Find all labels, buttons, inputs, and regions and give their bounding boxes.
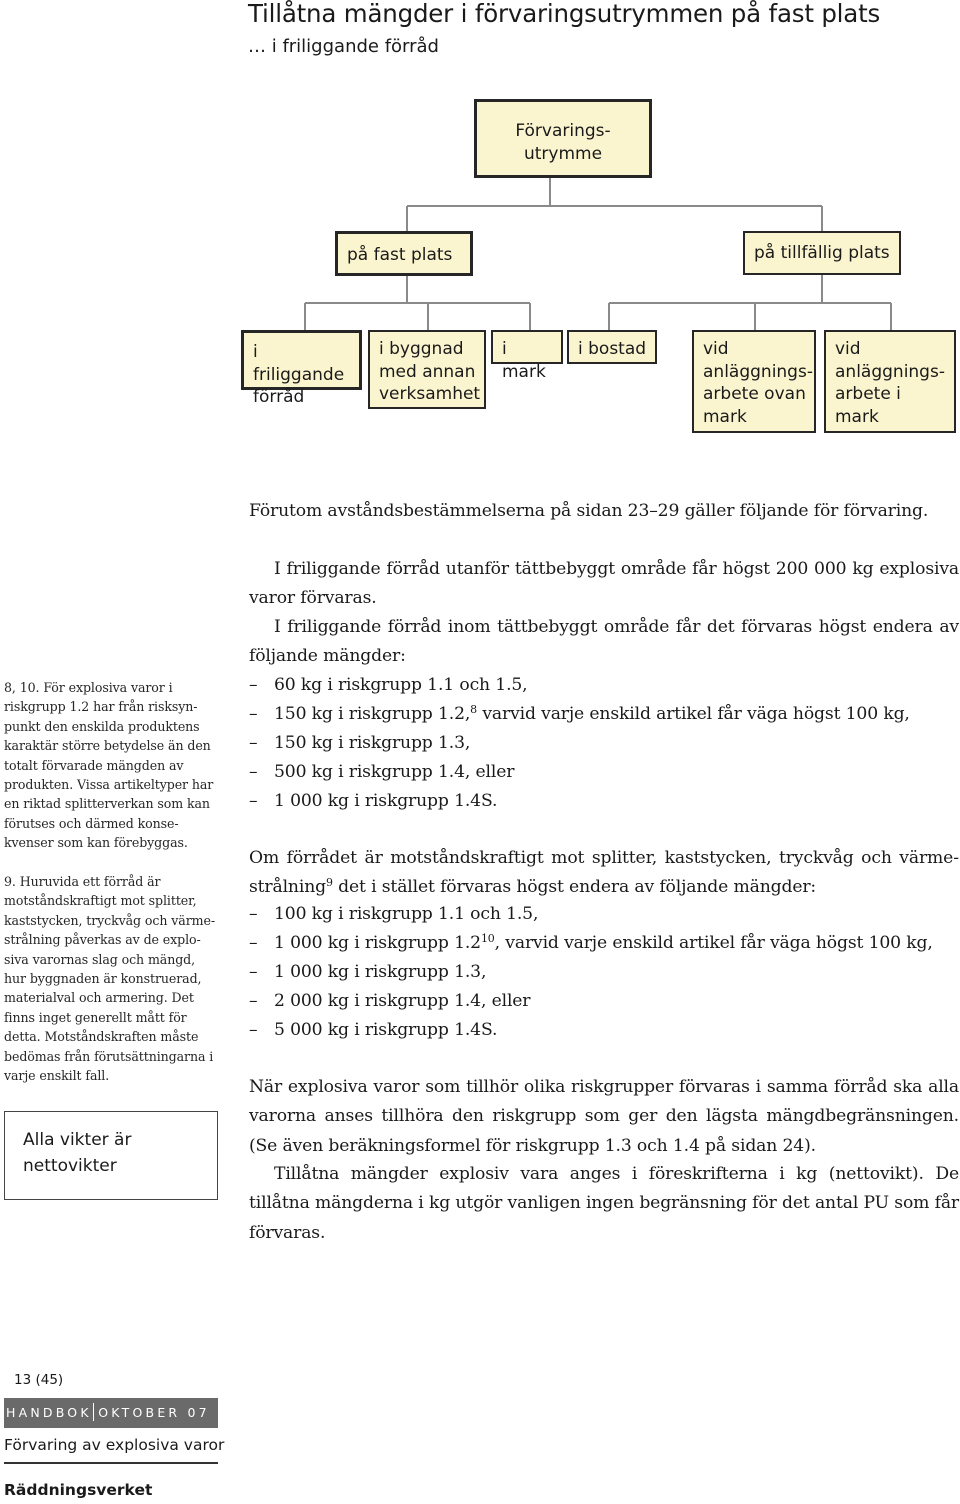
list-dash: – [249,733,258,754]
list-item-text: 150 kg i riskgrupp 1.2, [274,704,471,725]
tree-box-i-mark: vid anläggnings- arbete i mark [824,330,956,433]
footnote-ref-8: 8 [470,703,478,717]
list-item-text: 150 kg i riskgrupp 1.3, [274,733,471,754]
banner-separator [93,1403,95,1421]
list-dash: – [249,991,258,1012]
list-item [249,958,959,987]
paragraph-outside-dense-area: I friliggande förråd utanför tättbebyggt område får högst 200 000 kg explosiva varor förvaras. [249,559,959,609]
organization-name: Räddningsverket [4,1481,153,1499]
paragraph-intro: Förutom avståndsbestämmelserna på sidan 23–29 gäller följande för förvaring. [249,501,929,521]
list-item-text: 2 000 kg i riskgrupp 1.4, eller [274,991,531,1012]
list-dash: – [249,791,258,812]
paragraph-inside-dense-area: I friliggande förråd inom tättbebyggt område får det förvaras högst endera av följande mängder: [249,617,959,667]
tree-box-bostad: i bostad [567,330,657,364]
tree-box-mark: i mark [491,330,563,364]
list-item-text: 100 kg i riskgrupp 1.1 och 1.5, [274,904,539,924]
list-dash: – [249,675,258,695]
page-number: 13 (45) [14,1372,64,1388]
list-item-text: 5 000 kg i riskgrupp 1.4S. [274,1020,498,1041]
footer-divider [4,1462,218,1464]
list-item-text: 60 kg i riskgrupp 1.1 och 1.5, [274,675,528,695]
paragraph-text: Om förrådet är motståndskraftigt mot splitter, kaststycken, tryckvåg och värmestrålning [249,848,959,898]
paragraph-net-weight: Tillåtna mängder explosiv vara anges i föreskrifterna i kg (nettovikt). De tillåtna mängderna i kg utgör vanligen ingen begränsning för det antal PU som får förvaras. [249,1164,959,1243]
list-item [249,671,959,700]
page-title: Tillåtna mängder i förvaringsutrymmen på fast plats [248,0,881,28]
list-dash: – [249,962,258,983]
list-item-text-rest: , varvid varje enskild artikel får väga högst 100 kg, [494,933,933,954]
tree-box-friliggande-forrad: i friliggande förråd [241,330,362,390]
list-dash: – [249,704,258,725]
paragraph-mixed-groups: När explosiva varor som tillhör olika riskgrupper förvaras i samma förråd ska alla varorna anses tillhöra den riskgrupp som ger den lägsta mängdbegränsningen. (Se även beräkningsformel för riskgrupp 1.3 och 1.4 på sidan 24). [249,1077,959,1156]
list-dash: – [249,762,258,783]
handbook-banner [4,1398,218,1428]
weights-info-box: Alla vikter är nettovikter [4,1111,218,1200]
edition-label: OKTOBER 07 [98,1405,210,1420]
list-dash: – [249,933,258,954]
footnote-ref-10: 10 [480,932,495,946]
list-dash: – [249,904,258,924]
handbook-label: HANDBOK [6,1405,92,1420]
sidebar-note-9: 9. Huruvida ett förråd är motståndskraftigt mot splitter, kaststycken, tryckvåg och värmestrålning påverkas av de explosiva varornas slag och mängd, hur byggnaden är konstruerad, materialval och armering. Det finns inget generellt mått för detta. Motståndskraften måste bedömas från förutsättningarna i varje enskilt fall. [4,874,216,1084]
list-item [249,1016,959,1045]
list-item-text: 1 000 kg i riskgrupp 1.2 [274,933,481,954]
footnote-ref-9: 9 [325,876,333,890]
paragraph-text-rest: det i stället förvaras högst endera av följande mängder: [332,877,817,898]
list-item-text: 1 000 kg i riskgrupp 1.3, [274,962,487,983]
list-item [249,700,959,729]
list-dash: – [249,1020,258,1041]
paragraph-resistant-storage [249,844,959,903]
tree-box-tillfallig-plats: på tillfällig plats [743,231,901,275]
list-item [249,758,959,787]
list-item [249,787,959,816]
quantity-list-standard [249,671,959,816]
list-item-text: 500 kg i riskgrupp 1.4, eller [274,762,515,783]
list-item-text: 1 000 kg i riskgrupp 1.4S. [274,791,498,812]
list-item [249,729,959,758]
list-item [249,900,959,929]
page-subtitle: … i friliggande förråd [248,36,439,57]
document-title: Förvaring av explosiva varor [4,1436,225,1454]
quantity-list-resistant [249,900,959,1045]
tree-box-byggnad: i byggnad med annan verksamhet [368,330,486,409]
tree-box-fast-plats: på fast plats [335,231,473,276]
list-item [249,987,959,1016]
list-item [249,929,959,958]
tree-root-box: Förvarings- utrymme [474,99,652,178]
list-item-text-rest: varvid varje enskild artikel får väga högst 100 kg, [477,704,910,725]
tree-box-ovan-mark: vid anläggnings- arbete ovan mark [692,330,816,433]
sidebar-note-8-10: 8, 10. För explosiva varor i riskgrupp 1.2 har från risksynpunkt den enskilda produktens karaktär större betydelse än den totalt förvarade mängden av produkten. Vissa artikeltyper har en riktad splitterverkan som kan förutses och därmed konsekvenser som kan förebyggas. [4,680,214,851]
